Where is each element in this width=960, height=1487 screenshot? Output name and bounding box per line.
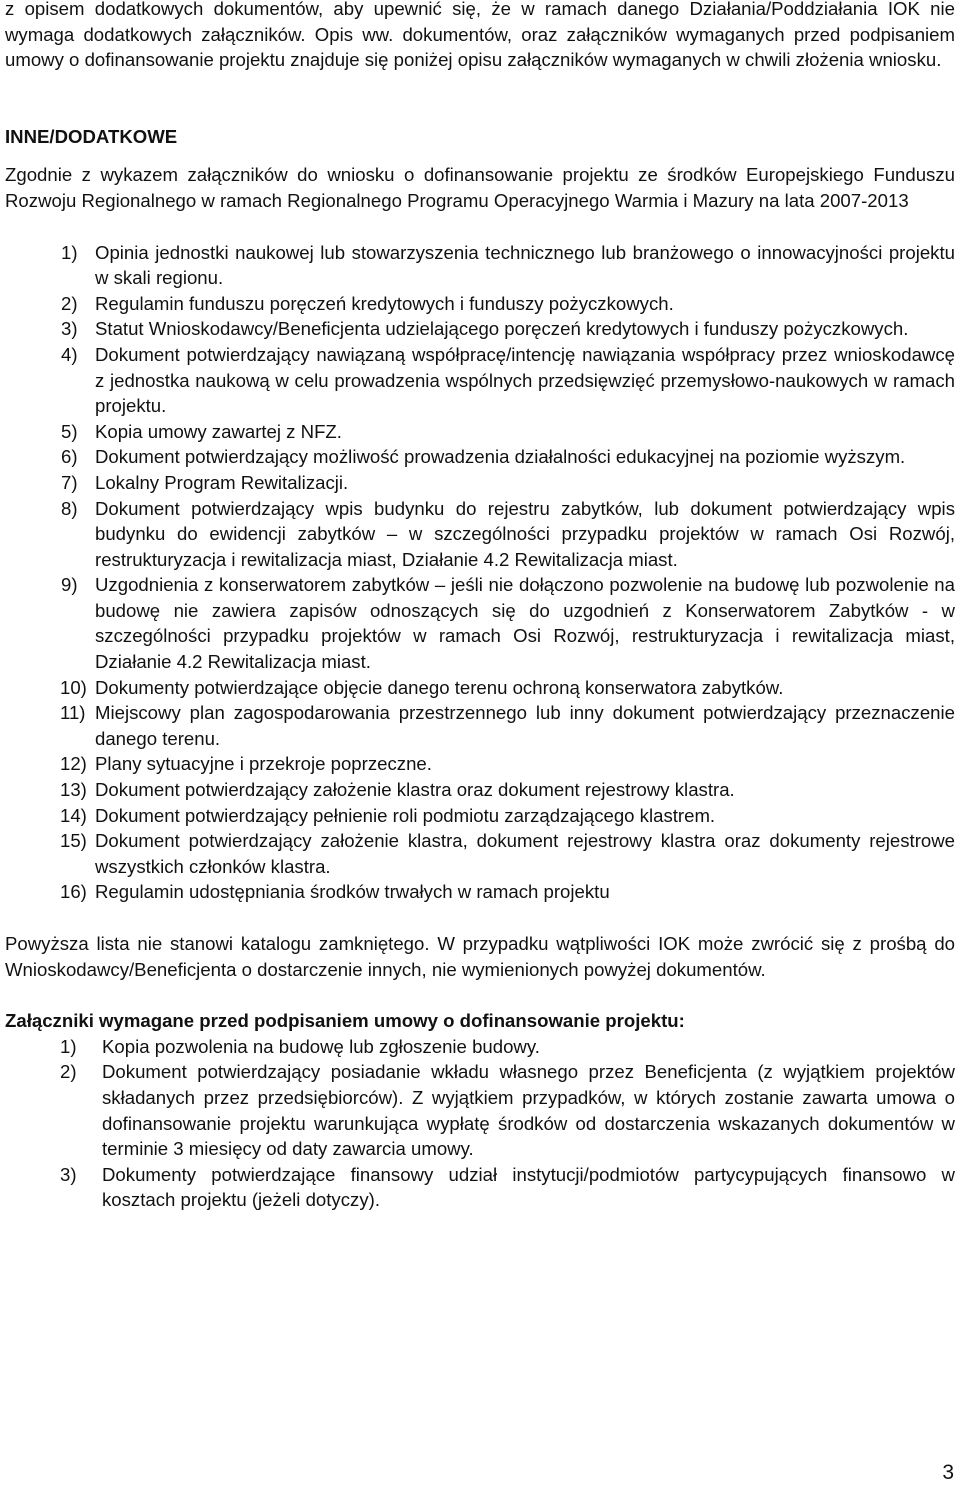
list-item: 11) Miejscowy plan zagospodarowania przestrzennego lub inny dokument potwierdzający przeznaczenie danego terenu. xyxy=(60,702,955,749)
list-item: 15) Dokument potwierdzający założenie klastra, dokument rejestrowy klastra oraz dokumenty rejestrowe wszystkich członków klastra. xyxy=(60,830,955,877)
list-item: 9) Uzgodnienia z konserwatorem zabytków – jeśli nie dołączono pozwolenie na budowę lub pozwolenie na budowę nie zawiera zapisów odnoszących się do uzgodnień z Konserwatorem Zabytków - w szczególności przypadku projektów w ramach Osi Rozwój, restrukturyzacja i rewitalizacja miast, Działanie 4.2 Rewitalizacja miast. xyxy=(61,574,955,673)
list-item: 14) Dokument potwierdzający pełnienie roli podmiotu zarządzającego klastrem. xyxy=(60,804,716,826)
list-item: 2) Dokument potwierdzający posiadanie wkładu własnego przez Beneficjenta (z wyjątkiem projektów składanych przez przedsiębiorców). Z wyjątkiem przypadków, w których zostanie zawarta umowa o dofinansowanie projektu warunkująca wypłatę środków od dostarczenia wskazanych dokumentów w terminie 3 miesięcy od daty zawarcia umowy. xyxy=(60,1061,955,1160)
page-number: 3 xyxy=(942,1461,954,1484)
intro-paragraph: z opisem dodatkowych dokumentów, aby upewnić się, że w ramach danego Działania/Poddziałania IOK nie wymaga dodatkowych załączników. Opis ww. dokumentów, oraz załączników wymaganych przed podpisaniem umowy o dofinansowanie projektu znajduje się poniżej opisu załączników wymaganych w chwili złożenia wniosku. xyxy=(5,0,955,71)
list-item: 2) Regulamin funduszu poręczeń kredytowych i funduszy pożyczkowych. xyxy=(61,292,674,314)
list-item: 3) Statut Wnioskodawcy/Beneficjenta udzielającego poręczeń kredytowych i funduszy pożyczkowych. xyxy=(61,318,909,340)
other-attachments-list xyxy=(5,240,955,905)
closing-paragraph: Powyższa lista nie stanowi katalogu zamkniętego. W przypadku wątpliwości IOK może zwrócić się z prośbą do Wnioskodawcy/Beneficjenta o dostarczenie innych, nie wymienionych powyżej dokumentów. xyxy=(5,933,955,980)
document-page xyxy=(5,0,955,1213)
list-item: 4) Dokument potwierdzający nawiązaną współpracę/intencję nawiązania współpracy przez wnioskodawcę z jednostka naukową w celu prowadzenia wspólnych przedsięwzięć przemysłowo-naukowych w ramach projektu. xyxy=(61,343,955,417)
list-item: 7) Lokalny Program Rewitalizacji. xyxy=(61,471,349,493)
list-item: 16) Regulamin udostępniania środków trwałych w ramach projektu xyxy=(60,881,610,903)
contract-attachments-list xyxy=(5,1034,955,1213)
section-heading-other: INNE/DODATKOWE xyxy=(5,125,178,147)
list-item: 1) Kopia pozwolenia na budowę lub zgłoszenie budowy. xyxy=(60,1035,540,1057)
list-item: 12) Plany sytuacyjne i przekroje poprzeczne. xyxy=(60,753,432,775)
list-item: 1) Opinia jednostki naukowej lub stowarzyszenia technicznego lub branżowego o innowacyjności projektu w skali regionu. xyxy=(61,241,955,289)
list-item: 8) Dokument potwierdzający wpis budynku do rejestru zabytków, lub dokument potwierdzający wpis budynku do ewidencji zabytków – w szczególności przypadku projektów w ramach Osi Rozwój, restrukturyzacja i rewitalizacja miast, Działanie 4.2 Rewitalizacja miast. xyxy=(61,497,955,570)
section-heading-contract: Załączniki wymagane przed podpisaniem umowy o dofinansowanie projektu: xyxy=(5,1010,685,1032)
list-item: 10) Dokumenty potwierdzające objęcie danego terenu ochroną konserwatora zabytków. xyxy=(60,676,784,698)
list-item: 3) Dokumenty potwierdzające finansowy udział instytucji/podmiotów partycypujących finansowo w kosztach projektu (jeżeli dotyczy). xyxy=(60,1163,955,1211)
list-item: 13) Dokument potwierdzający założenie klastra oraz dokument rejestrowy klastra. xyxy=(60,779,735,801)
list-item: 6) Dokument potwierdzający możliwość prowadzenia działalności edukacyjnej na poziomie wyższym. xyxy=(61,446,906,468)
section-other-intro: Zgodnie z wykazem załączników do wniosku o dofinansowanie projektu ze środków Europejskiego Funduszu Rozwoju Regionalnego w ramach Regionalnego Programu Operacyjnego Warmia i Mazury na lata 2007-2013 xyxy=(5,164,955,211)
list-item: 5) Kopia umowy zawartej z NFZ. xyxy=(61,420,342,442)
